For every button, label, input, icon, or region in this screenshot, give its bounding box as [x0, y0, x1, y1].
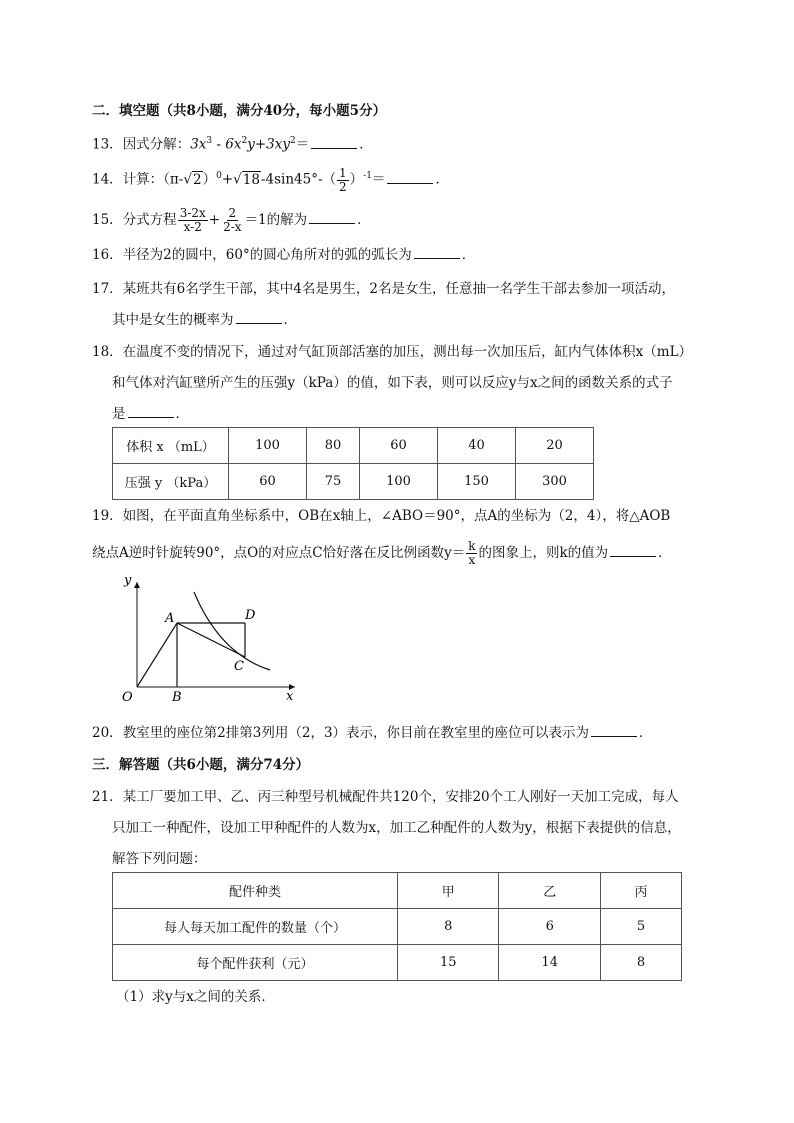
q15-fraction-1	[178, 207, 208, 234]
table-cell-label: 每个配件获利（元）	[113, 945, 398, 981]
q19-coordinate-figure	[110, 570, 300, 705]
q15-tail: ．	[357, 212, 371, 228]
q14-sqrt18: 18	[242, 171, 260, 188]
q13-tail: ．	[359, 136, 373, 153]
table-cell: 80	[307, 428, 360, 464]
q21-data-table	[112, 872, 682, 981]
question-14	[92, 166, 449, 194]
q14-text: 计算：（π-	[122, 171, 184, 188]
q17-number: 17．	[92, 281, 123, 297]
q14-answer-blank[interactable]	[387, 170, 433, 184]
question-17-line-2	[112, 310, 297, 330]
q15-plus: +	[208, 212, 221, 228]
table-cell: 15	[398, 945, 499, 981]
table-cell: 40	[437, 428, 515, 464]
q16-tail: ．	[461, 247, 476, 263]
q13-expr-b: - 6x	[212, 136, 242, 153]
q14-number: 14．	[92, 171, 123, 188]
question-18-line-3	[112, 404, 189, 424]
q17-answer-blank[interactable]	[236, 310, 282, 324]
q21-subquestion-1: （1）求y与x之间的关系．	[116, 989, 275, 1005]
q14-close2: ）	[349, 171, 364, 188]
q18-tail: ．	[175, 406, 189, 422]
q19-tail: ．	[658, 545, 672, 561]
sqrt-symbol: √	[233, 171, 242, 188]
q19-line2b: 的图象上，则k的值为	[478, 545, 609, 561]
q14-fraction	[337, 167, 349, 194]
label-y: y	[124, 573, 132, 588]
q14-plus: +	[221, 171, 234, 188]
q19-answer-blank[interactable]	[610, 543, 656, 557]
table-cell: 8	[398, 909, 499, 945]
table-cell-label: 每人每天加工配件的数量（个）	[113, 909, 398, 945]
label-C: C	[234, 659, 244, 674]
q14-eq: ＝	[371, 171, 386, 188]
q14-sup0: 0	[216, 171, 222, 181]
q13-expr-c: y+3xy	[247, 136, 290, 153]
q18-line2: 和气体对汽缸壁所产生的压强y（kPa）的值，如下表，则可以反应y与x之间的函数关系的式子	[112, 375, 673, 391]
q21-line3: 解答下列问题：	[112, 851, 207, 867]
question-17-line-1	[92, 279, 675, 299]
q15-fraction-2	[221, 207, 243, 234]
table-header-cell: 甲	[398, 873, 499, 909]
q14-sqrt2: 2	[192, 171, 202, 188]
q13-answer-blank[interactable]	[311, 135, 357, 149]
q15-answer-blank[interactable]	[309, 210, 355, 224]
q14-frac-den: 2	[339, 179, 347, 194]
table-header-cell: 配件种类	[113, 873, 398, 909]
question-21-line-3	[112, 849, 207, 869]
table-header-cell: 丙	[600, 873, 681, 909]
question-15	[92, 207, 371, 234]
label-D: D	[245, 608, 256, 623]
label-O: O	[122, 690, 133, 705]
q17-line1: 某班共有6名学生干部，其中4名是男生，2名是女生，任意抽一名学生干部去参加一项活动，	[122, 281, 675, 297]
q14-tail: ．	[435, 171, 449, 188]
table-cell: 6	[499, 909, 600, 945]
table-cell: 5	[600, 909, 681, 945]
q19-line2a: 绕点A逆时针旋转90°，点O的对应点C恰好落在反比例函数y＝	[92, 545, 466, 561]
q15-f1-num: 3-2x	[179, 206, 206, 220]
q21-number: 21．	[92, 789, 123, 805]
q19-number: 19．	[92, 508, 123, 524]
table-cell: 150	[437, 464, 515, 500]
table-cell: 100	[359, 464, 437, 500]
q15-f2-num: 2	[228, 206, 237, 220]
table-cell: 20	[515, 428, 593, 464]
q15-f2-den: 2-x	[223, 220, 242, 234]
y-axis-arrow	[134, 582, 140, 588]
q13-number: 13．	[92, 136, 123, 153]
table-cell: 60	[359, 428, 437, 464]
q19-frac-num: k	[468, 539, 476, 553]
question-18-line-2	[112, 373, 673, 393]
segment-OA	[137, 623, 177, 687]
q15-text: 分式方程	[122, 212, 177, 228]
q13-expr-a: 3x	[190, 136, 207, 153]
table-cell: 100	[229, 428, 307, 464]
q14-frac-num: 1	[339, 165, 347, 180]
q14-close: ）	[202, 171, 217, 188]
q13-sup-a: 3	[206, 136, 213, 146]
q13-sup-b: 2	[241, 136, 248, 146]
table-header-cell: 乙	[499, 873, 600, 909]
q13-text: 因式分解：	[122, 136, 191, 153]
q16-text: 半径为2的圆中，60°的圆心角所对的弧的弧长为	[122, 247, 412, 263]
table-cell: 60	[229, 464, 307, 500]
q18-line3: 是	[112, 406, 126, 422]
q17-tail: ．	[283, 312, 297, 328]
label-A: A	[165, 611, 175, 626]
label-x: x	[286, 689, 294, 704]
q20-tail: ．	[639, 725, 653, 741]
table-cell-label: 体积 x （mL）	[113, 428, 229, 464]
hyperbola-curve	[194, 592, 270, 670]
table-row	[113, 945, 682, 981]
q19-frac-den: x	[468, 553, 476, 567]
q18-answer-blank[interactable]	[128, 404, 174, 418]
q17-line2: 其中是女生的概率为	[112, 312, 234, 328]
q14-mid: -4sin45°-（	[260, 171, 337, 188]
section-title-fill-in: 二．填空题（共8小题，满分40分，每小题5分）	[92, 103, 387, 119]
table-header-row	[113, 873, 682, 909]
q15-number: 15．	[92, 212, 123, 228]
q15-f1-den: x-2	[183, 220, 202, 234]
table-row	[113, 909, 682, 945]
q14-sup-neg1: -1	[363, 171, 372, 181]
label-B: B	[172, 690, 182, 705]
q21-line2: 只加工一种配件，设加工甲种配件的人数为x，加工乙种配件的人数为y，根据下表提供的信息，	[112, 820, 681, 836]
question-13	[92, 131, 373, 155]
table-cell: 300	[515, 464, 593, 500]
question-19-line-2	[92, 540, 672, 567]
q13-sup-c: 2	[290, 136, 296, 146]
table-row	[113, 464, 594, 500]
q18-data-table	[112, 427, 594, 500]
q20-number: 20．	[92, 725, 123, 741]
q18-line1: 在温度不变的情况下，通过对气缸顶部活塞的加压，测出每一次加压后，缸内气体体积x（mL）	[122, 344, 693, 360]
table-cell: 75	[307, 464, 360, 500]
question-21-line-2	[112, 818, 681, 838]
section-title-solve: 三．解答题（共6小题，满分74分）	[92, 757, 310, 773]
question-18-line-1	[92, 342, 692, 362]
table-row	[113, 428, 594, 464]
q16-answer-blank[interactable]	[414, 245, 460, 259]
question-19-line-1	[92, 506, 670, 526]
q16-number: 16．	[92, 247, 123, 263]
sqrt-symbol: √	[183, 171, 192, 188]
question-20	[92, 723, 653, 743]
q19-line1: 如图，在平面直角坐标系中，OB在x轴上，∠ABO＝90°，点A的坐标为（2，4），将△AOB	[122, 508, 671, 524]
segment-AC	[177, 623, 245, 657]
q13-eq: ＝	[295, 136, 310, 153]
q20-answer-blank[interactable]	[591, 723, 637, 737]
q18-number: 18．	[92, 344, 123, 360]
table-cell: 14	[499, 945, 600, 981]
table-cell: 8	[600, 945, 681, 981]
q15-eq: ＝1的解为	[244, 212, 308, 228]
table-cell-label: 压强 y （kPa）	[113, 464, 229, 500]
question-21-line-1	[92, 787, 679, 807]
q20-text: 教室里的座位第2排第3列用（2，3）表示，你目前在教室里的座位可以表示为	[122, 725, 590, 741]
question-16	[92, 245, 475, 265]
q19-fraction	[466, 540, 477, 567]
q21-line1: 某工厂要加工甲、乙、丙三种型号机械配件共120个，安排20个工人刚好一天加工完成，每人	[122, 789, 679, 805]
